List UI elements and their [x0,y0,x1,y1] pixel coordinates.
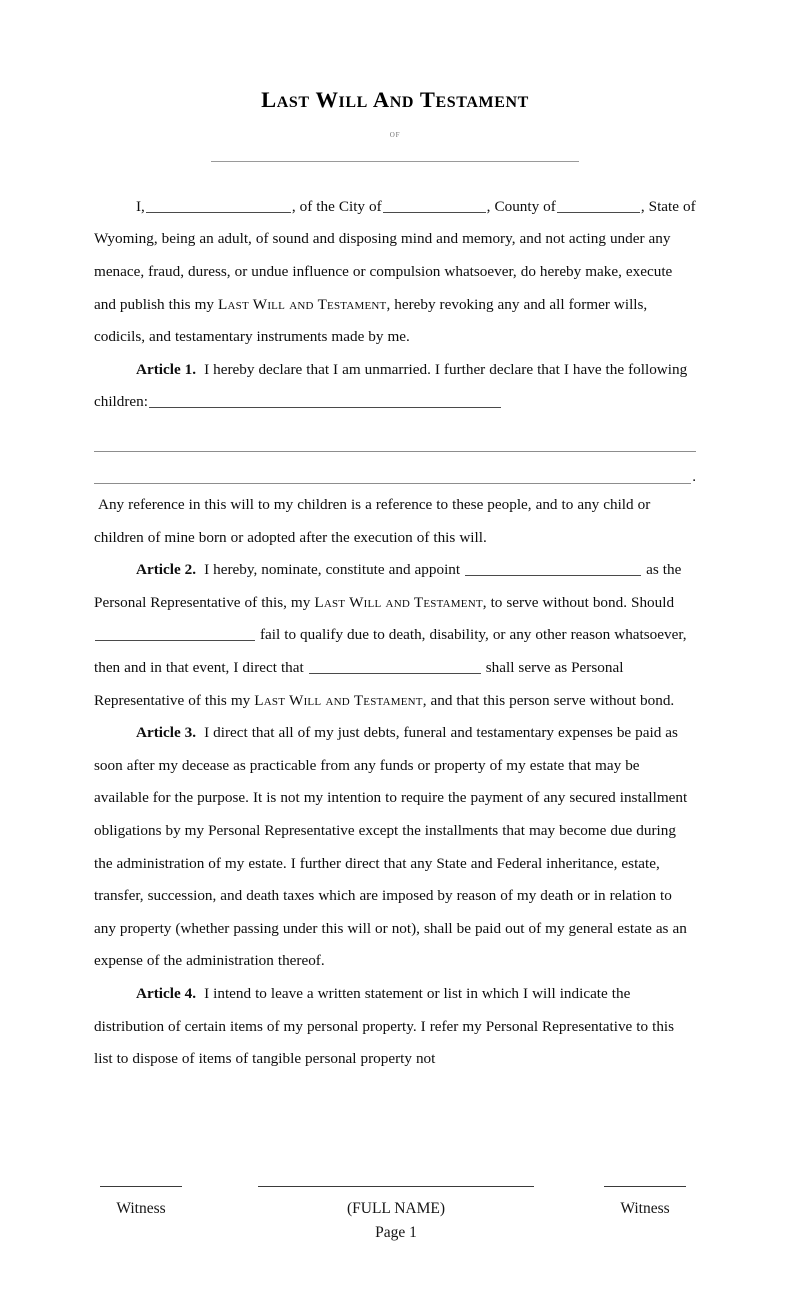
page-footer [94,1186,696,1241]
article-1-paragraph [94,354,696,419]
document-title: Last Will And Testament [261,87,529,112]
blank-personal-representative[interactable] [465,561,641,576]
opening-lead: I, [136,197,145,215]
footer-signature-rules [94,1186,696,1198]
article-2-text-f: , and that this person serve without bond. [422,691,675,709]
article-2-paragraph [94,554,696,717]
of-label: of [389,129,401,140]
article-3-paragraph [94,717,696,978]
opening-paragraph [94,191,696,354]
blank-children-line-2[interactable] [94,451,696,452]
article-3-label: Article 3. [136,724,197,742]
article-4-label: Article 4. [136,985,197,1002]
article-2-text-b: as the Personal Representative of this, my [94,561,682,611]
article-4-paragraph [94,978,696,1076]
blank-children-line-2-row [94,419,696,452]
blank-city[interactable] [383,198,486,213]
article-4-text: I intend to leave a written statement or list in which I will indicate the distribution of certain items of my personal property. I refer my Personal Representative to this list to dispose of items of tangible personal property not [94,985,675,1068]
article-3-text: I direct that all of my just debts, funeral and testamentary expenses be paid as soon after my decease as practicable from any funds or property of my estate that may be available for the purpose. It is not my intention to require the payment of any secured installment obligations by my Personal Representative except the installments that may become due during the administration of my estate. I further direct that any State and Federal inheritance, estate, transfer, succession, and death taxes which are imposed by reason of my death or in relation to any property (whether passing under this will or not), shall be paid out of my general estate as an expense of the administration thereof. [94,724,688,970]
blank-children-line-3-row [94,452,696,485]
blank-children-line-1[interactable] [149,393,501,408]
article-2-text-c: , to serve without bond. Should [482,593,675,611]
opening-line4a: hereby make, execute and publish this my [94,262,673,313]
blank-testator-name[interactable] [146,198,291,213]
smallcaps-last-will-and-testament: Last Will and Testament [218,295,387,313]
blank-alternate-representative[interactable] [309,659,481,674]
opening-line4b: , hereby revoking [386,295,494,313]
full-name-label: (FULL NAME) [346,1200,445,1217]
smallcaps-last-will-and-testament: Last Will and Testament [254,691,423,709]
children-terminator: . [692,467,696,485]
article-2-text-a: I hereby, nominate, constitute and appoint [204,561,461,579]
opening-line2: of Wyoming, being an adult, of sound and disposing mind and memory, and not acting [94,197,696,248]
blank-should-representative[interactable] [95,627,255,642]
witness-right-rule[interactable] [604,1186,686,1187]
opening-line3: under any menace, fraud, duress, or undue influence or compulsion whatsoever, do [94,230,671,280]
article-1-label: Article 1. [136,360,197,378]
article-1-text: I hereby declare that I am unmarried. I further declare that I have the following children: [94,360,688,411]
document-body [94,88,696,1076]
article-2-label: Article 2. [136,561,197,579]
article-2-text-d: fail to qualify due to death, disability, or any other reason whatsoever, then and in that event, I direct that [94,626,687,677]
children-reference-text: Any reference in this will to my children is a reference to these people, and to any child or children of mine born or adopted after the execution of this will. [94,496,651,546]
opening-after-city: , County of [486,197,556,215]
opening-after-county: , State [640,197,680,215]
article-2-text-e: shall serve as Personal Representative of this my [94,659,624,709]
children-reference-paragraph [94,489,696,554]
opening-line5: any and all former wills, codicils, and testamentary instruments made by me. [94,295,648,346]
testator-name-rule[interactable] [211,161,579,162]
page-number: Page 1 [375,1224,417,1241]
opening-after-name: , of the City of [291,197,382,215]
blank-county[interactable] [557,198,640,213]
testator-signature-rule[interactable] [258,1186,534,1187]
witness-left-label: Witness [116,1200,166,1217]
witness-right-label: Witness [620,1200,670,1217]
smallcaps-last-will-and-testament: Last Will and Testament [314,593,483,611]
footer-labels [94,1198,696,1241]
blank-children-line-3[interactable] [94,483,691,484]
witness-left-rule[interactable] [100,1186,182,1187]
